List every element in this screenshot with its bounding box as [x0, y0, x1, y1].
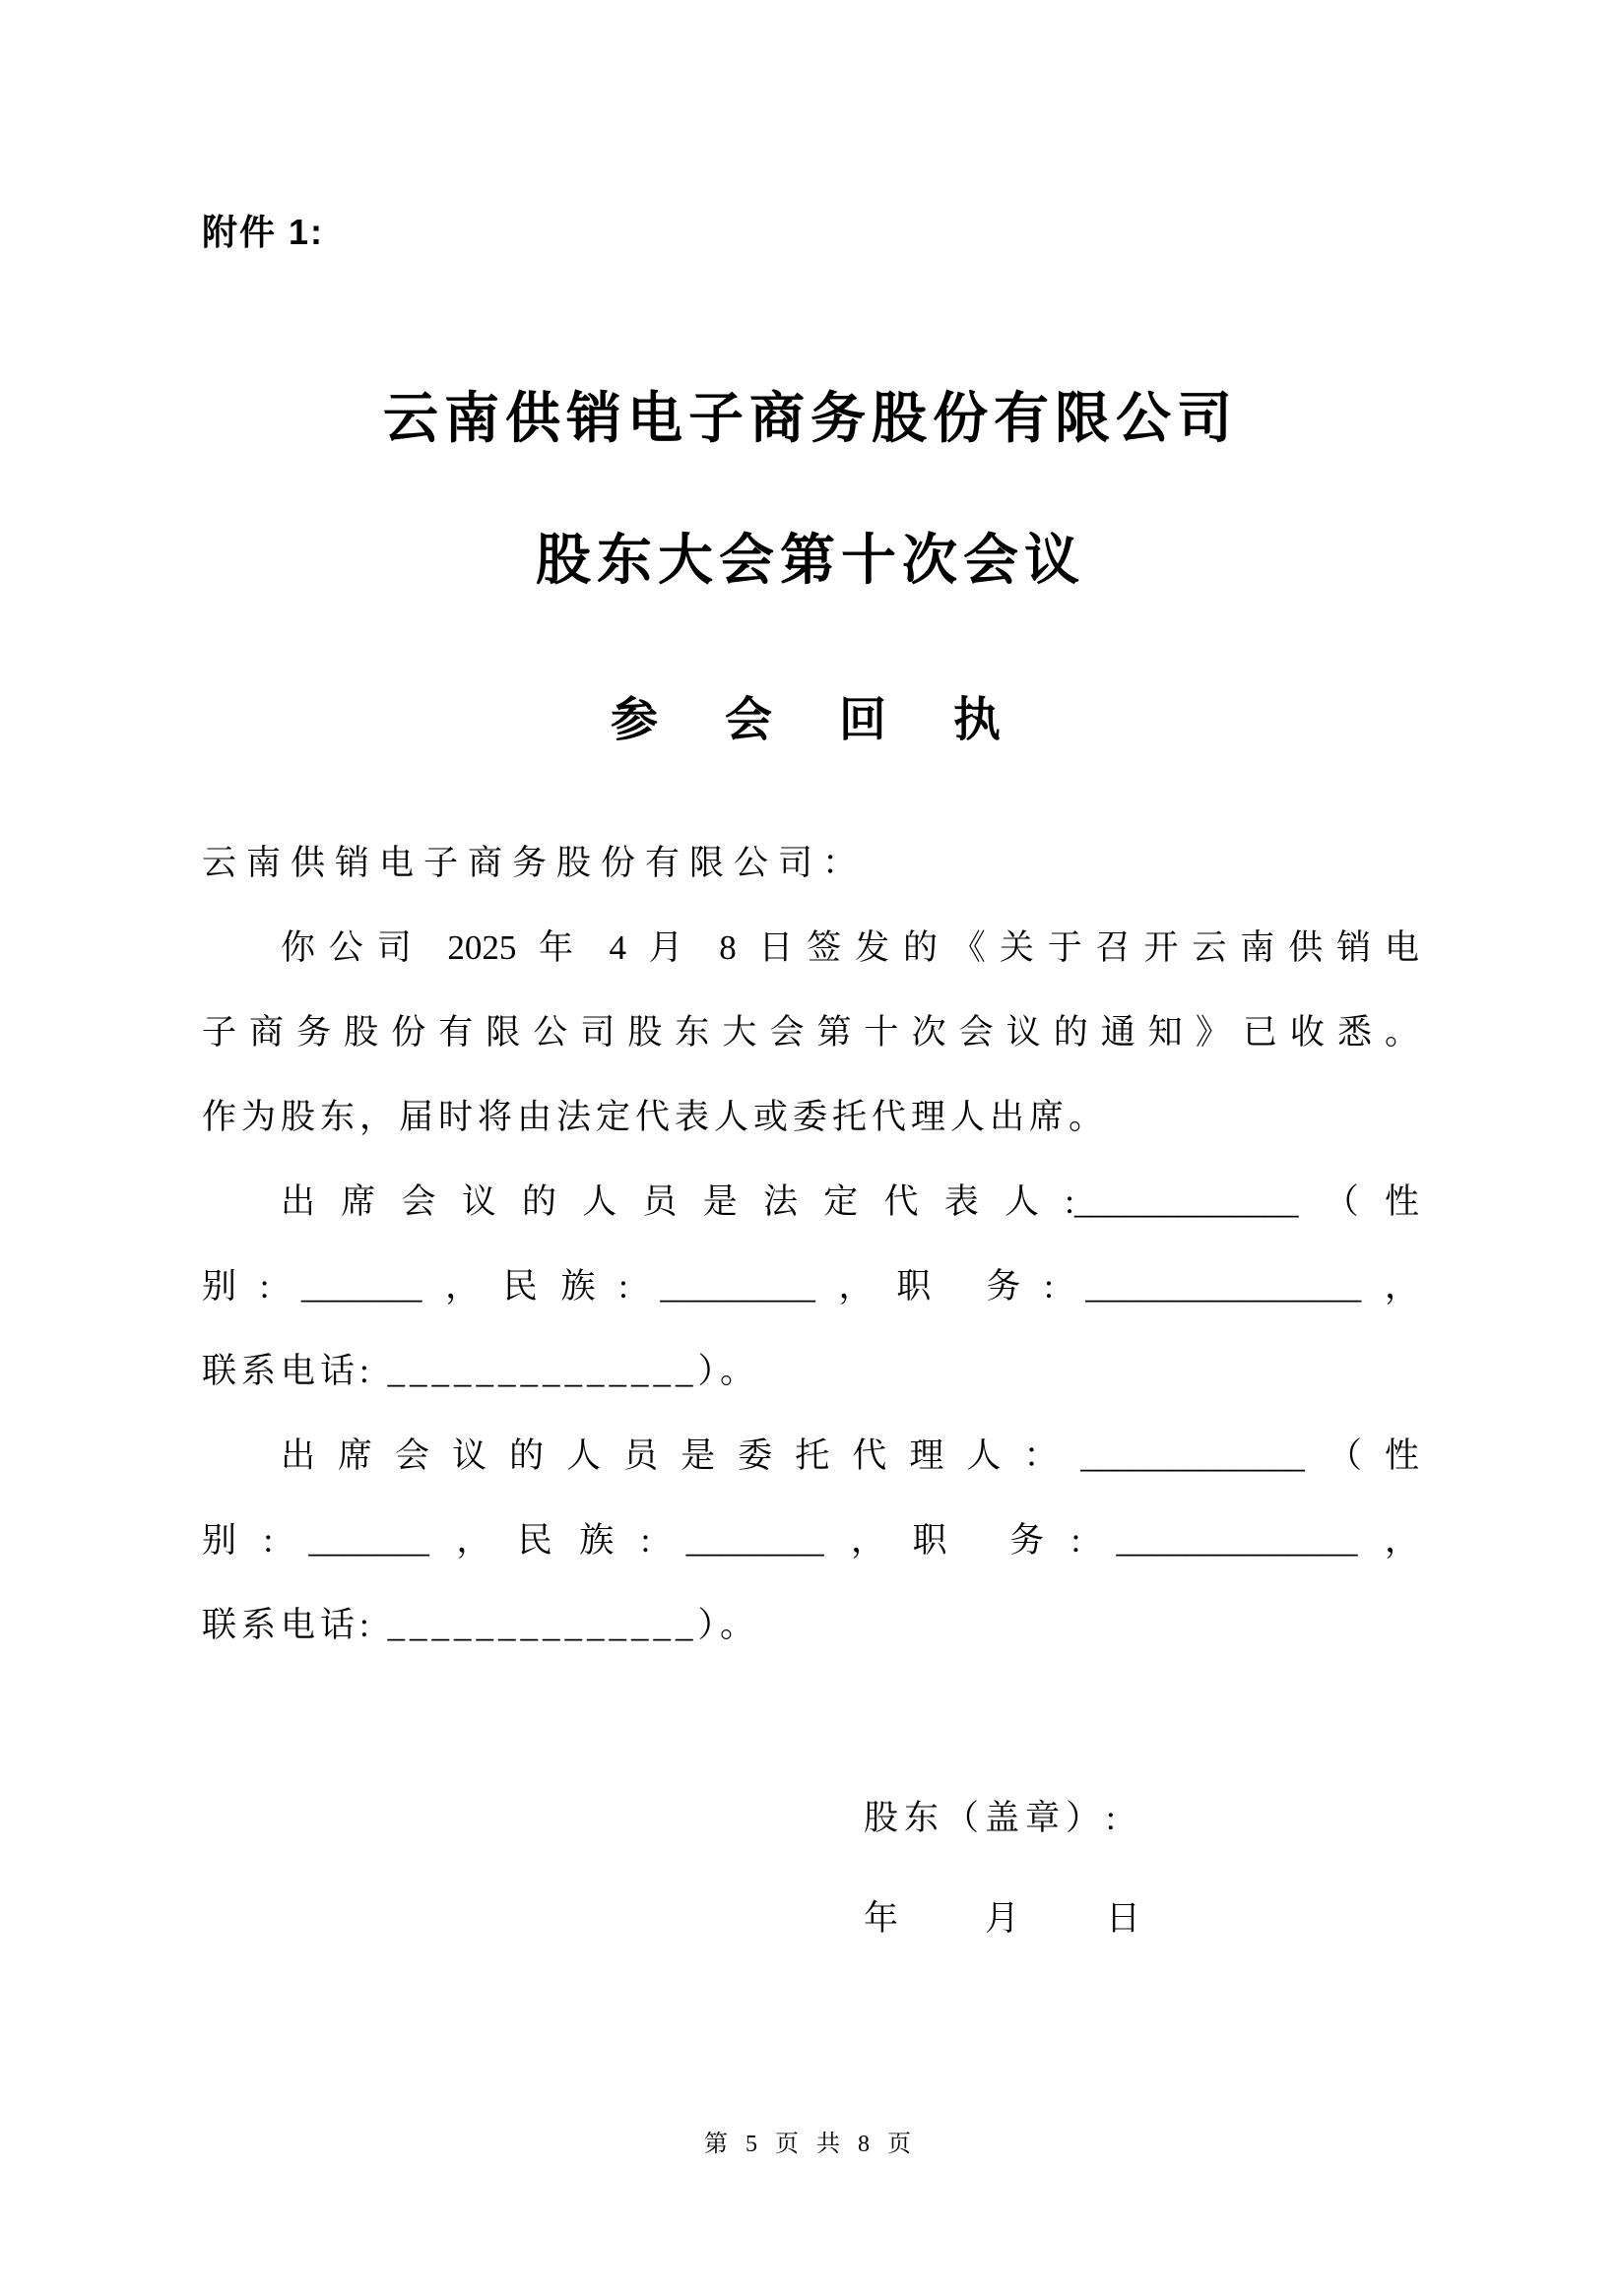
paragraph-line: 你公司 2025 年 4 月 8 日签发的《关于召开云南供销电 [281, 928, 1419, 967]
document-title-line1: 云南供销电子商务股份有限公司 [383, 389, 1238, 450]
proxy-line: 联系电话: ______________）。 [202, 1606, 759, 1644]
signature-block [864, 1776, 1419, 1961]
paragraph-line: 子商务股份有限公司股东大会第十次会议的通知》已收悉。 [202, 1013, 1419, 1052]
proxy-line: 出席会议的人员是委托代理人：_____________（性 [281, 1436, 1419, 1475]
legal-representative-line: 联系电话: ______________）。 [202, 1352, 759, 1390]
attachment-label: 附件 1: [202, 212, 325, 252]
date-line: 年 月 日 [864, 1899, 1147, 1938]
proxy-line: 别: _______，民族: ________，职 务: ______________， [202, 1521, 1419, 1560]
salutation-line: 云南供销电子商务股份有限公司： [202, 844, 868, 882]
shareholder-seal-line: 股东（盖章）: [864, 1799, 1122, 1837]
document-subtitle: 参 会 回 执 [610, 694, 1010, 746]
paragraph-line: 作为股东，届时将由法定代表人或委托代理人出席。 [202, 1098, 1109, 1136]
legal-representative-line: 别: _______，民族: _________，职 务: ________________， [202, 1267, 1419, 1306]
legal-representative-line: 出席会议的人员是法定代表人:_____________（性 [281, 1182, 1419, 1221]
document-body [202, 821, 1419, 1668]
document-title-line2: 股东大会第十次会议 [536, 531, 1085, 592]
page-number-footer: 第 5 页 共 8 页 [704, 2132, 917, 2157]
